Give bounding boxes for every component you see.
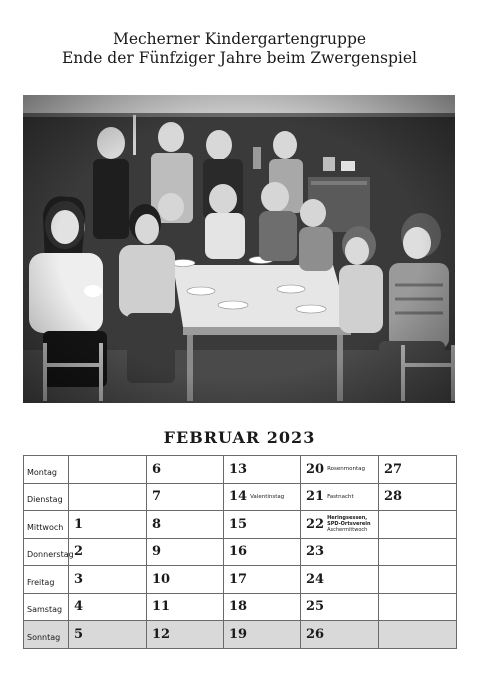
date-cell xyxy=(224,511,301,539)
date-cell-content xyxy=(147,566,223,593)
date-cell xyxy=(224,593,301,621)
weekday-label: Montag xyxy=(27,467,57,477)
date-cell xyxy=(69,538,147,566)
date-cell-content xyxy=(301,594,378,621)
date-number: 15 xyxy=(229,516,248,532)
calendar-row-freitag xyxy=(24,566,457,594)
date-cell-content xyxy=(69,456,146,483)
date-note-line: SPD-Ortsverein xyxy=(327,521,371,528)
date-cell xyxy=(224,566,301,594)
calendar-row-mittwoch xyxy=(24,511,457,539)
date-cell-content xyxy=(379,484,456,511)
date-cell xyxy=(301,511,379,539)
date-cell-content xyxy=(224,566,300,593)
date-cell xyxy=(379,483,457,511)
date-cell-content xyxy=(147,456,223,483)
date-number: 24 xyxy=(306,571,325,587)
date-number: 13 xyxy=(229,461,248,477)
date-cell-content xyxy=(69,621,146,648)
weekday-label: Samstag xyxy=(27,605,63,615)
date-cell-content xyxy=(301,456,378,483)
weekday-cell xyxy=(24,566,69,594)
date-cell xyxy=(147,621,224,649)
weekday-label: Freitag xyxy=(27,577,55,587)
date-note: Fastnacht xyxy=(327,493,354,500)
date-cell-content xyxy=(147,484,223,511)
calendar-title xyxy=(0,30,479,68)
date-cell xyxy=(147,593,224,621)
title-line-2: Ende der Fünfziger Jahre beim Zwergenspiel xyxy=(61,49,418,67)
date-cell xyxy=(224,483,301,511)
date-cell xyxy=(379,511,457,539)
date-number: 3 xyxy=(74,571,84,587)
date-cell-content xyxy=(147,594,223,621)
date-cell xyxy=(69,593,147,621)
weekday-cell xyxy=(24,483,69,511)
date-number: 17 xyxy=(229,571,248,587)
date-cell-content xyxy=(147,621,223,648)
date-number: 14 xyxy=(229,489,248,505)
date-cell-content xyxy=(224,511,300,538)
calendar-row-samstag xyxy=(24,593,457,621)
date-cell xyxy=(379,456,457,484)
date-cell-content xyxy=(224,621,300,648)
date-cell-content xyxy=(69,539,146,566)
date-cell xyxy=(379,621,457,649)
date-cell xyxy=(147,566,224,594)
date-number: 16 xyxy=(229,544,248,560)
date-note: Valentinstag xyxy=(250,493,285,500)
date-number: 10 xyxy=(152,571,171,587)
date-cell-content xyxy=(301,539,378,566)
date-cell xyxy=(301,566,379,594)
date-number: 22 xyxy=(306,516,325,532)
date-cell xyxy=(301,483,379,511)
date-cell xyxy=(301,593,379,621)
date-number: 8 xyxy=(152,516,162,532)
date-number: 9 xyxy=(152,544,162,560)
date-cell-content xyxy=(69,594,146,621)
weekday-label: Sonntag xyxy=(27,632,61,642)
weekday-cell xyxy=(24,621,69,649)
date-number: 12 xyxy=(152,626,171,642)
weekday-label: Mittwoch xyxy=(27,522,64,532)
date-cell xyxy=(301,538,379,566)
calendar-grid xyxy=(23,455,457,649)
weekday-cell xyxy=(24,538,74,566)
date-number: 21 xyxy=(306,489,325,505)
date-cell xyxy=(69,566,147,594)
date-number: 4 xyxy=(74,599,84,615)
calendar-row-montag xyxy=(24,456,457,484)
date-cell xyxy=(147,483,224,511)
calendar-row-dienstag xyxy=(24,483,457,511)
date-cell-content xyxy=(224,456,300,483)
date-cell xyxy=(147,511,224,539)
date-number: 23 xyxy=(306,544,325,560)
date-cell xyxy=(224,538,301,566)
date-cell-content xyxy=(224,539,300,566)
date-number: 18 xyxy=(229,599,248,615)
date-cell xyxy=(69,456,147,484)
date-cell-content xyxy=(379,456,456,483)
date-number: 25 xyxy=(306,599,325,615)
date-cell-content xyxy=(224,484,300,511)
date-cell-content xyxy=(69,566,146,593)
date-cell xyxy=(147,456,224,484)
date-number: 6 xyxy=(152,461,162,477)
date-cell-content xyxy=(379,511,456,538)
date-cell xyxy=(301,621,379,649)
date-cell-content xyxy=(301,511,378,538)
date-note-multiline xyxy=(327,515,370,533)
date-cell-content xyxy=(301,566,378,593)
weekday-cell xyxy=(24,456,69,484)
calendar-row-donnerstag xyxy=(24,538,457,566)
date-cell-content xyxy=(147,511,223,538)
date-cell xyxy=(224,621,301,649)
historic-photo xyxy=(23,95,455,403)
title-line-1: Mecherner Kindergartengruppe xyxy=(112,30,367,48)
date-cell xyxy=(224,456,301,484)
date-cell xyxy=(147,538,224,566)
date-cell-content xyxy=(301,484,378,511)
date-number: 2 xyxy=(74,544,84,560)
weekday-label: Donnerstag xyxy=(27,550,74,560)
date-cell xyxy=(301,456,379,484)
weekday-cell xyxy=(24,593,69,621)
calendar-row-sonntag xyxy=(24,621,457,649)
date-cell-content xyxy=(69,511,146,538)
date-note: Rosenmontag xyxy=(327,466,365,472)
weekday-label: Dienstag xyxy=(27,495,63,505)
date-number: 5 xyxy=(74,626,84,642)
weekday-cell xyxy=(24,511,69,539)
date-cell xyxy=(69,511,147,539)
date-cell xyxy=(69,483,147,511)
date-cell xyxy=(379,566,457,594)
date-cell-content xyxy=(379,621,456,648)
date-cell xyxy=(379,593,457,621)
month-heading: FEBRUAR 2023 xyxy=(163,428,316,447)
date-number: 27 xyxy=(384,461,403,477)
date-note-line: Aschermittwoch xyxy=(327,527,368,534)
date-number: 7 xyxy=(152,489,162,505)
date-cell xyxy=(379,538,457,566)
date-number: 11 xyxy=(152,599,171,615)
date-number: 1 xyxy=(74,516,84,532)
date-cell-content xyxy=(301,621,378,648)
date-number: 19 xyxy=(229,626,248,642)
date-number: 20 xyxy=(306,461,325,477)
date-cell-content xyxy=(379,594,456,621)
date-number: 28 xyxy=(384,489,403,505)
date-note-line: Heringsessen, xyxy=(327,515,368,522)
date-cell-content xyxy=(224,594,300,621)
date-cell-content xyxy=(69,484,146,511)
date-cell xyxy=(69,621,147,649)
date-cell-content xyxy=(147,539,223,566)
date-cell-content xyxy=(379,566,456,593)
date-cell-content xyxy=(379,539,456,566)
date-number: 26 xyxy=(306,626,325,642)
